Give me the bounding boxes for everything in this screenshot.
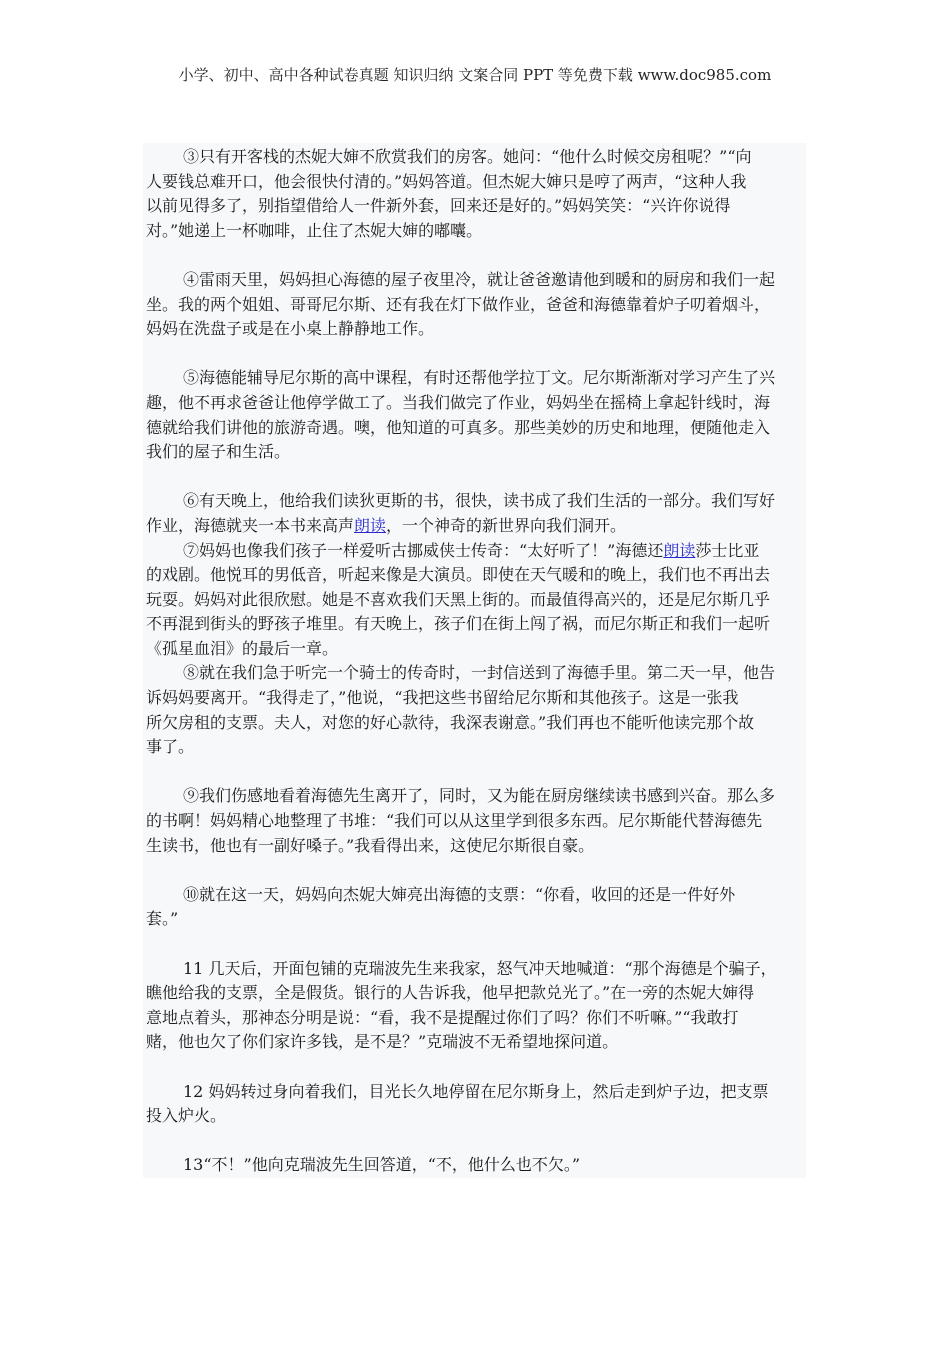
text-segment: 所欠房租的支票。夫人，对您的好心款待，我深表谢意。”我们再也不能听他读完那个故	[146, 712, 755, 732]
paragraph-spacer	[146, 932, 808, 957]
text-segment: ④雷雨天里，妈妈担心海德的屋子夜里冷，就让爸爸邀请他到暖和的厨房和我们一起	[183, 269, 776, 289]
text-line	[146, 661, 808, 686]
text-segment: 的戏剧。他悦耳的男低音，听起来像是大演员。即使在天气暖和的晚上，我们也不再出去	[146, 565, 771, 585]
text-segment: 不再混到街头的野孩子堆里。有天晚上，孩子们在街上闯了祸，而尼尔斯正和我们一起听	[146, 614, 771, 634]
langdu-link[interactable]: 朗读	[354, 515, 387, 535]
text-line	[146, 219, 808, 244]
text-line	[146, 366, 808, 391]
text-line	[146, 416, 808, 441]
text-segment: ⑨我们伤感地看着海德先生离开了，同时，又为能在厨房继续读书感到兴奋。那么多	[183, 786, 776, 806]
text-segment: ，一个神奇的新世界向我们洞开。	[386, 515, 627, 535]
text-line	[146, 514, 808, 539]
text-segment: 事了。	[146, 737, 195, 757]
text-line	[146, 1006, 808, 1031]
text-line	[146, 145, 808, 170]
paragraph-spacer	[146, 342, 808, 367]
paragraph	[146, 1153, 808, 1178]
paragraph	[146, 145, 808, 243]
text-line	[146, 588, 808, 613]
paragraph	[146, 539, 808, 662]
page-header: 小学、初中、高中各种试卷真题 知识归纳 文案合同 PPT 等免费下载 www.doc985.com	[178, 66, 772, 84]
paragraph	[146, 784, 808, 858]
text-segment: 作业，海德就夹一本书来高声	[146, 515, 355, 535]
text-line	[146, 612, 808, 637]
text-segment: 12 妈妈转过身向着我们，目光长久地停留在尼尔斯身上，然后走到炉子边，把支票	[183, 1081, 769, 1101]
paragraph-spacer	[146, 243, 808, 268]
text-segment: 以前见得多了，别指望借给人一件新外套，回来还是好的。”妈妈笑笑：“兴许你说得	[146, 196, 731, 216]
text-line	[146, 440, 808, 465]
text-line	[146, 194, 808, 219]
paragraph-spacer	[146, 1129, 808, 1154]
text-line	[146, 883, 808, 908]
paragraph	[146, 366, 808, 464]
text-segment: 13“不！”他向克瑞波先生回答道，“不，他什么也不欠。”	[183, 1155, 581, 1175]
text-segment: 玩耍。妈妈对此很欣慰。她是不喜欢我们天黑上街的。而最值得高兴的，还是尼尔斯几乎	[146, 589, 771, 609]
paragraph	[146, 268, 808, 342]
text-line	[146, 539, 808, 564]
text-line	[146, 784, 808, 809]
text-segment: 人要钱总难开口，他会很快付清的。”妈妈答道。但杰妮大婶只是哼了两声，“这种人我	[146, 171, 747, 191]
text-segment: 套。”	[146, 909, 179, 929]
paragraph-spacer	[146, 858, 808, 883]
text-segment: 妈妈在洗盘子或是在小桌上静静地工作。	[146, 319, 435, 339]
text-segment: 德就给我们讲他的旅游奇遇。噢，他知道的可真多。那些美妙的历史和地理，便随他走入	[146, 417, 771, 437]
text-line	[146, 1080, 808, 1105]
text-line	[146, 489, 808, 514]
article-body	[146, 145, 808, 1178]
text-line	[146, 563, 808, 588]
text-line	[146, 809, 808, 834]
text-line	[146, 981, 808, 1006]
text-line	[146, 907, 808, 932]
paragraph	[146, 957, 808, 1055]
text-segment: 莎士比亚	[695, 540, 760, 560]
text-line	[146, 268, 808, 293]
langdu-link[interactable]: 朗读	[663, 540, 696, 560]
text-segment: ⑥有天晚上，他给我们读狄更斯的书，很快，读书成了我们生活的一部分。我们写好	[183, 491, 776, 511]
text-segment: 我们的屋子和生活。	[146, 442, 291, 462]
text-line	[146, 1153, 808, 1178]
paragraph	[146, 489, 808, 538]
text-segment: 瞧他给我的支票，全是假货。银行的人告诉我，他早把款兑光了。”在一旁的杰妮大婶得	[146, 983, 755, 1003]
text-segment: 的书啊！妈妈精心地整理了书堆：“我们可以从这里学到很多东西。尼尔斯能代替海德先	[146, 811, 763, 831]
text-segment: 意地点着头，那神态分明是说：“看，我不是提醒过你们了吗？你们不听嘛。”“我敢打	[146, 1007, 739, 1027]
text-line	[146, 711, 808, 736]
text-segment: ③只有开客栈的杰妮大婶不欣赏我们的房客。她问：“他什么时候交房租呢？”“向	[183, 147, 752, 166]
text-segment: 11 几天后，开面包铺的克瑞波先生来我家，怒气冲天地喊道：“那个海德是个骗子，	[183, 958, 777, 978]
text-line	[146, 170, 808, 195]
paragraph-spacer	[146, 760, 808, 785]
paragraph	[146, 883, 808, 932]
text-line	[146, 293, 808, 318]
text-line	[146, 637, 808, 662]
text-line	[146, 391, 808, 416]
paragraph-spacer	[146, 1055, 808, 1080]
text-segment: ⑤海德能辅导尼尔斯的高中课程，有时还帮他学拉丁文。尼尔斯渐渐对学习产生了兴	[183, 368, 776, 388]
text-line	[146, 1104, 808, 1129]
text-segment: 生读书，他也有一副好嗓子。”我看得出来，这使尼尔斯很自豪。	[146, 835, 595, 855]
text-segment: 诉妈妈要离开。“我得走了，”他说，“我把这些书留给尼尔斯和其他孩子。这是一张我	[146, 688, 739, 708]
text-line	[146, 735, 808, 760]
text-segment: ⑦妈妈也像我们孩子一样爱听古挪威侠士传奇：“太好听了！”海德还	[183, 540, 664, 560]
paragraph	[146, 661, 808, 759]
text-segment: 《孤星血泪》的最后一章。	[146, 638, 339, 658]
text-segment: 坐。我的两个姐姐、哥哥尼尔斯、还有我在灯下做作业，爸爸和海德靠着炉子叨着烟斗，	[146, 294, 771, 314]
text-segment: 趣，他不再求爸爸让他停学做工了。当我们做完了作业，妈妈坐在摇椅上拿起针线时，海	[146, 392, 771, 412]
text-line	[146, 834, 808, 859]
text-line	[146, 317, 808, 342]
text-segment: 对。”她递上一杯咖啡，止住了杰妮大婶的嘟囔。	[146, 220, 483, 240]
text-segment: 投入炉火。	[146, 1106, 227, 1126]
paragraph-spacer	[146, 465, 808, 490]
text-segment: 赌，他也欠了你们家许多钱，是不是？”克瑞波不无希望地探问道。	[146, 1032, 619, 1052]
text-segment: ⑧就在我们急于听完一个骑士的传奇时，一封信送到了海德手里。第二天一早，他告	[183, 663, 776, 683]
text-segment: ⑩就在这一天，妈妈向杰妮大婶亮出海德的支票：“你看，收回的还是一件好外	[183, 884, 736, 904]
text-line	[146, 957, 808, 982]
text-line	[146, 1030, 808, 1055]
text-line	[146, 686, 808, 711]
paragraph	[146, 1080, 808, 1129]
